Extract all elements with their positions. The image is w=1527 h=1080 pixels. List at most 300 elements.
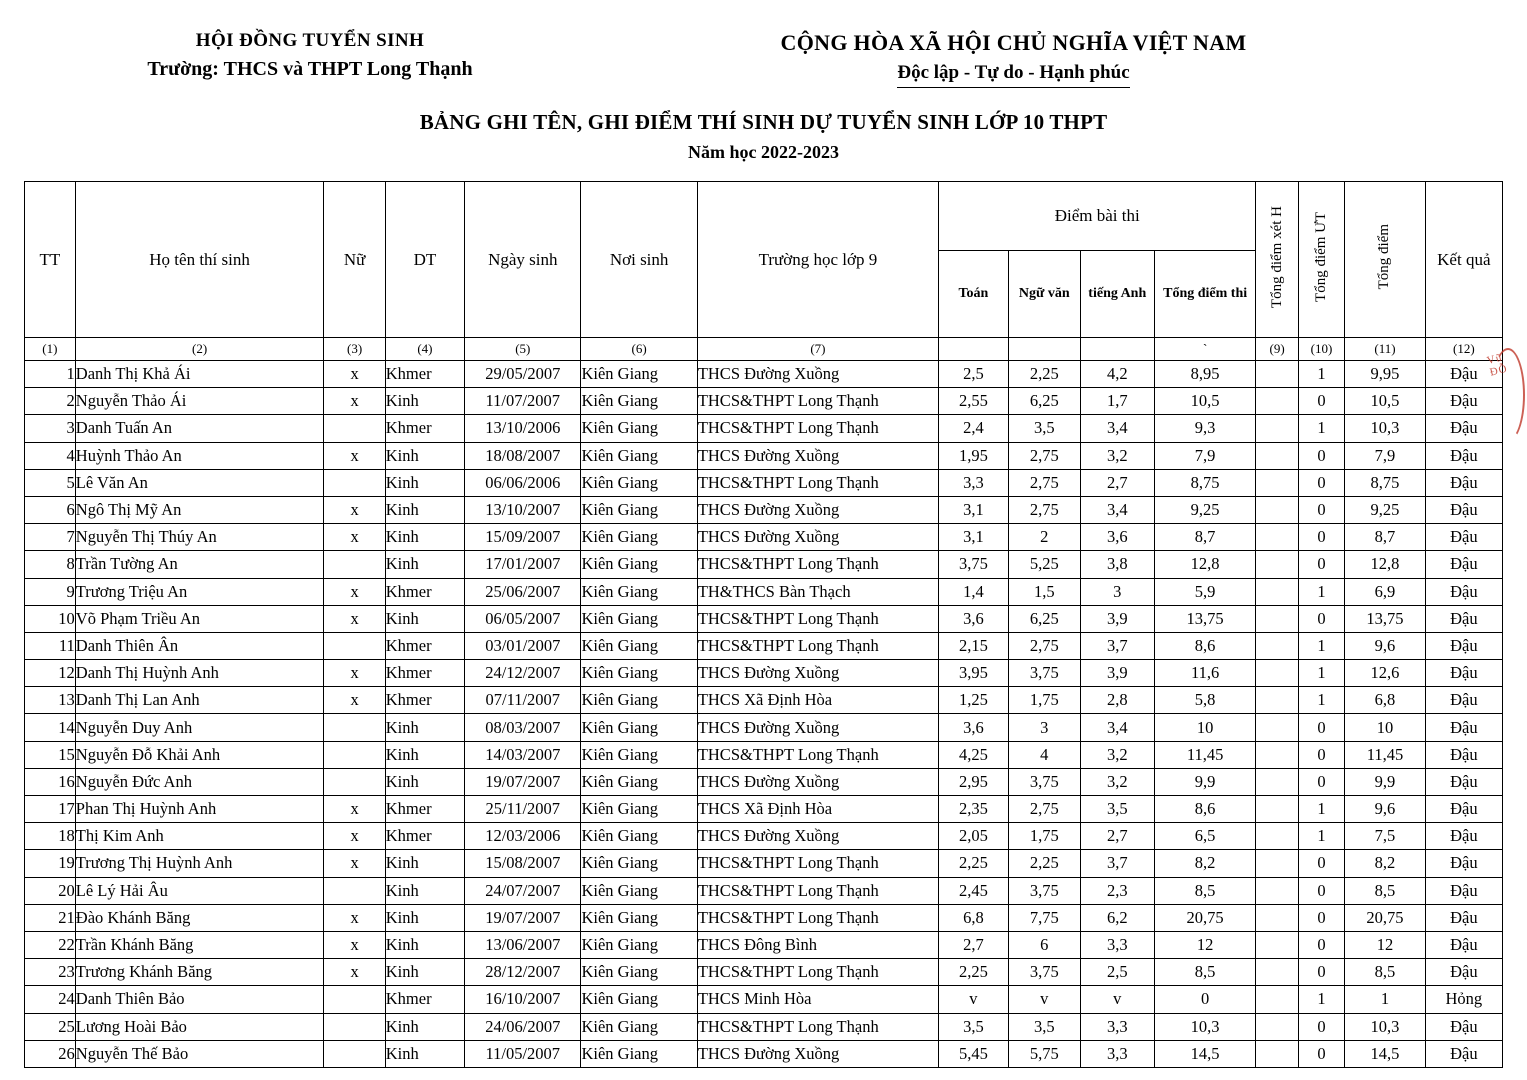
row-xet-h bbox=[1256, 469, 1298, 496]
row-pob: Kiên Giang bbox=[581, 687, 697, 714]
row-dob: 13/06/2007 bbox=[465, 931, 581, 958]
row-literature: 6,25 bbox=[1008, 388, 1080, 415]
row-priority: 0 bbox=[1298, 1013, 1345, 1040]
row-english: 3,4 bbox=[1080, 496, 1154, 523]
row-result: Đậu bbox=[1425, 524, 1502, 551]
colnum-4: (4) bbox=[385, 338, 464, 361]
row-result: Đậu bbox=[1425, 388, 1502, 415]
row-total: 13,75 bbox=[1345, 605, 1425, 632]
row-total: 6,8 bbox=[1345, 687, 1425, 714]
row-tt: 16 bbox=[25, 768, 76, 795]
row-ethnicity: Khmer bbox=[385, 687, 464, 714]
row-candidate-name: Trần Tường An bbox=[75, 551, 324, 578]
row-math: 1,25 bbox=[939, 687, 1009, 714]
colnum-11: (11) bbox=[1345, 338, 1425, 361]
national-motto: Độc lập - Tự do - Hạnh phúc bbox=[897, 62, 1129, 88]
row-english: 3,9 bbox=[1080, 660, 1154, 687]
row-total: 9,95 bbox=[1345, 361, 1425, 388]
row-math: v bbox=[939, 986, 1009, 1013]
row-female: x bbox=[324, 524, 385, 551]
row-literature: 1,5 bbox=[1008, 578, 1080, 605]
table-row bbox=[25, 442, 1503, 469]
row-result: Đậu bbox=[1425, 931, 1502, 958]
row-exam-total: 10,3 bbox=[1154, 1013, 1256, 1040]
row-math: 3,6 bbox=[939, 714, 1009, 741]
row-result: Đậu bbox=[1425, 361, 1502, 388]
row-tt: 24 bbox=[25, 986, 76, 1013]
row-english: v bbox=[1080, 986, 1154, 1013]
row-school: THCS Minh Hòa bbox=[697, 986, 938, 1013]
row-tt: 11 bbox=[25, 632, 76, 659]
row-math: 3,95 bbox=[939, 660, 1009, 687]
row-female: x bbox=[324, 904, 385, 931]
colnum-12: (12) bbox=[1425, 338, 1502, 361]
row-english: 3,9 bbox=[1080, 605, 1154, 632]
row-dob: 07/11/2007 bbox=[465, 687, 581, 714]
row-literature: 3,75 bbox=[1008, 877, 1080, 904]
row-priority: 1 bbox=[1298, 823, 1345, 850]
colnum-8c bbox=[1080, 338, 1154, 361]
col-header-exam-total: Tổng điểm thi bbox=[1154, 250, 1256, 337]
row-exam-total: 8,5 bbox=[1154, 877, 1256, 904]
row-ethnicity: Kinh bbox=[385, 388, 464, 415]
row-literature: 2,25 bbox=[1008, 850, 1080, 877]
row-math: 3,3 bbox=[939, 469, 1009, 496]
row-total: 1 bbox=[1345, 986, 1425, 1013]
row-result: Đậu bbox=[1425, 741, 1502, 768]
colnum-8a bbox=[939, 338, 1009, 361]
row-english: 2,5 bbox=[1080, 959, 1154, 986]
row-english: 3,8 bbox=[1080, 551, 1154, 578]
row-dob: 24/12/2007 bbox=[465, 660, 581, 687]
row-ethnicity: Khmer bbox=[385, 632, 464, 659]
candidates-table bbox=[24, 181, 1503, 1068]
row-total: 7,5 bbox=[1345, 823, 1425, 850]
stamp-line-2: ĐỖ bbox=[1488, 362, 1509, 379]
row-ethnicity: Kinh bbox=[385, 741, 464, 768]
colnum-8b bbox=[1008, 338, 1080, 361]
row-dob: 06/05/2007 bbox=[465, 605, 581, 632]
row-tt: 18 bbox=[25, 823, 76, 850]
row-candidate-name: Lê Văn An bbox=[75, 469, 324, 496]
row-exam-total: 9,25 bbox=[1154, 496, 1256, 523]
row-female: x bbox=[324, 931, 385, 958]
row-female: x bbox=[324, 361, 385, 388]
table-row bbox=[25, 768, 1503, 795]
row-result: Đậu bbox=[1425, 1013, 1502, 1040]
row-xet-h bbox=[1256, 1013, 1298, 1040]
row-result: Đậu bbox=[1425, 768, 1502, 795]
row-total: 6,9 bbox=[1345, 578, 1425, 605]
colnum-8d: ` bbox=[1154, 338, 1256, 361]
row-pob: Kiên Giang bbox=[581, 741, 697, 768]
row-candidate-name: Đào Khánh Băng bbox=[75, 904, 324, 931]
row-priority: 1 bbox=[1298, 687, 1345, 714]
row-english: 3,4 bbox=[1080, 714, 1154, 741]
row-tt: 15 bbox=[25, 741, 76, 768]
row-pob: Kiên Giang bbox=[581, 660, 697, 687]
col-header-math: Toán bbox=[939, 250, 1009, 337]
row-female: x bbox=[324, 578, 385, 605]
row-dob: 15/09/2007 bbox=[465, 524, 581, 551]
row-priority: 0 bbox=[1298, 877, 1345, 904]
row-ethnicity: Kinh bbox=[385, 1040, 464, 1067]
row-candidate-name: Thị Kim Anh bbox=[75, 823, 324, 850]
row-math: 2,05 bbox=[939, 823, 1009, 850]
row-result: Đậu bbox=[1425, 632, 1502, 659]
row-female bbox=[324, 877, 385, 904]
row-exam-total: 10,5 bbox=[1154, 388, 1256, 415]
row-xet-h bbox=[1256, 632, 1298, 659]
row-female bbox=[324, 986, 385, 1013]
row-dob: 03/01/2007 bbox=[465, 632, 581, 659]
row-result: Đậu bbox=[1425, 496, 1502, 523]
row-pob: Kiên Giang bbox=[581, 415, 697, 442]
row-pob: Kiên Giang bbox=[581, 850, 697, 877]
row-dob: 11/07/2007 bbox=[465, 388, 581, 415]
row-candidate-name: Phan Thị Huỳnh Anh bbox=[75, 796, 324, 823]
row-dob: 14/03/2007 bbox=[465, 741, 581, 768]
row-school: THCS Đường Xuồng bbox=[697, 660, 938, 687]
row-female: x bbox=[324, 496, 385, 523]
row-female: x bbox=[324, 687, 385, 714]
row-dob: 12/03/2006 bbox=[465, 823, 581, 850]
table-row bbox=[25, 632, 1503, 659]
table-row bbox=[25, 415, 1503, 442]
row-school: THCS&THPT Long Thạnh bbox=[697, 1013, 938, 1040]
row-school: THCS Đường Xuồng bbox=[697, 442, 938, 469]
row-xet-h bbox=[1256, 986, 1298, 1013]
row-school: THCS Đường Xuồng bbox=[697, 714, 938, 741]
row-dob: 06/06/2006 bbox=[465, 469, 581, 496]
row-english: 3,3 bbox=[1080, 1013, 1154, 1040]
row-xet-h bbox=[1256, 578, 1298, 605]
row-total: 8,5 bbox=[1345, 959, 1425, 986]
row-dob: 24/06/2007 bbox=[465, 1013, 581, 1040]
row-tt: 22 bbox=[25, 931, 76, 958]
row-school: THCS Đường Xuồng bbox=[697, 823, 938, 850]
row-female: x bbox=[324, 388, 385, 415]
row-candidate-name: Danh Tuấn An bbox=[75, 415, 324, 442]
row-priority: 1 bbox=[1298, 986, 1345, 1013]
row-female: x bbox=[324, 442, 385, 469]
row-dob: 13/10/2007 bbox=[465, 496, 581, 523]
row-ethnicity: Khmer bbox=[385, 361, 464, 388]
row-school: THCS&THPT Long Thạnh bbox=[697, 904, 938, 931]
row-ethnicity: Kinh bbox=[385, 714, 464, 741]
row-tt: 12 bbox=[25, 660, 76, 687]
row-english: 2,7 bbox=[1080, 469, 1154, 496]
row-priority: 0 bbox=[1298, 442, 1345, 469]
table-row bbox=[25, 714, 1503, 741]
row-english: 3,2 bbox=[1080, 442, 1154, 469]
row-literature: 3 bbox=[1008, 714, 1080, 741]
row-math: 3,1 bbox=[939, 496, 1009, 523]
table-row bbox=[25, 524, 1503, 551]
row-tt: 6 bbox=[25, 496, 76, 523]
row-total: 14,5 bbox=[1345, 1040, 1425, 1067]
row-literature: 3,75 bbox=[1008, 959, 1080, 986]
row-school: THCS&THPT Long Thạnh bbox=[697, 959, 938, 986]
row-dob: 13/10/2006 bbox=[465, 415, 581, 442]
row-xet-h bbox=[1256, 442, 1298, 469]
row-english: 3,4 bbox=[1080, 415, 1154, 442]
row-ethnicity: Kinh bbox=[385, 551, 464, 578]
row-english: 2,7 bbox=[1080, 823, 1154, 850]
header-right-block bbox=[620, 30, 1527, 88]
row-priority: 0 bbox=[1298, 904, 1345, 931]
row-tt: 3 bbox=[25, 415, 76, 442]
row-priority: 1 bbox=[1298, 632, 1345, 659]
row-female bbox=[324, 741, 385, 768]
table-row bbox=[25, 687, 1503, 714]
row-priority: 1 bbox=[1298, 415, 1345, 442]
row-english: 6,2 bbox=[1080, 904, 1154, 931]
row-literature: 2 bbox=[1008, 524, 1080, 551]
row-female: x bbox=[324, 850, 385, 877]
row-candidate-name: Danh Thiên Bảo bbox=[75, 986, 324, 1013]
col-header-priority: Tổng điểm ƯT bbox=[1298, 182, 1345, 338]
row-total: 8,7 bbox=[1345, 524, 1425, 551]
row-candidate-name: Nguyễn Thảo Ái bbox=[75, 388, 324, 415]
row-total: 10,3 bbox=[1345, 1013, 1425, 1040]
colnum-9: (9) bbox=[1256, 338, 1298, 361]
colnum-7: (7) bbox=[697, 338, 938, 361]
table-row bbox=[25, 469, 1503, 496]
row-result: Đậu bbox=[1425, 551, 1502, 578]
row-literature: 2,75 bbox=[1008, 469, 1080, 496]
row-total: 7,9 bbox=[1345, 442, 1425, 469]
row-candidate-name: Nguyễn Đức Anh bbox=[75, 768, 324, 795]
row-exam-total: 8,75 bbox=[1154, 469, 1256, 496]
row-ethnicity: Kinh bbox=[385, 469, 464, 496]
row-ethnicity: Khmer bbox=[385, 415, 464, 442]
row-exam-total: 8,7 bbox=[1154, 524, 1256, 551]
row-pob: Kiên Giang bbox=[581, 714, 697, 741]
row-exam-total: 11,6 bbox=[1154, 660, 1256, 687]
row-total: 12 bbox=[1345, 931, 1425, 958]
page-subtitle: Năm học 2022-2023 bbox=[688, 142, 839, 162]
table-row bbox=[25, 1040, 1503, 1067]
row-math: 2,55 bbox=[939, 388, 1009, 415]
row-dob: 25/06/2007 bbox=[465, 578, 581, 605]
row-female bbox=[324, 768, 385, 795]
row-ethnicity: Khmer bbox=[385, 578, 464, 605]
row-female bbox=[324, 632, 385, 659]
row-school: THCS Đường Xuồng bbox=[697, 361, 938, 388]
row-literature: 3,5 bbox=[1008, 415, 1080, 442]
row-english: 1,7 bbox=[1080, 388, 1154, 415]
row-math: 2,15 bbox=[939, 632, 1009, 659]
row-result: Đậu bbox=[1425, 959, 1502, 986]
row-pob: Kiên Giang bbox=[581, 877, 697, 904]
row-dob: 19/07/2007 bbox=[465, 768, 581, 795]
row-ethnicity: Kinh bbox=[385, 496, 464, 523]
row-candidate-name: Ngô Thị Mỹ An bbox=[75, 496, 324, 523]
row-xet-h bbox=[1256, 551, 1298, 578]
row-exam-total: 12 bbox=[1154, 931, 1256, 958]
col-header-english: tiếng Anh bbox=[1080, 250, 1154, 337]
row-xet-h bbox=[1256, 496, 1298, 523]
row-pob: Kiên Giang bbox=[581, 959, 697, 986]
row-pob: Kiên Giang bbox=[581, 931, 697, 958]
row-xet-h bbox=[1256, 796, 1298, 823]
row-literature: 3,75 bbox=[1008, 660, 1080, 687]
row-pob: Kiên Giang bbox=[581, 442, 697, 469]
row-ethnicity: Kinh bbox=[385, 605, 464, 632]
colnum-6: (6) bbox=[581, 338, 697, 361]
row-candidate-name: Trần Khánh Băng bbox=[75, 931, 324, 958]
table-row bbox=[25, 877, 1503, 904]
row-xet-h bbox=[1256, 687, 1298, 714]
row-tt: 10 bbox=[25, 605, 76, 632]
row-xet-h bbox=[1256, 1040, 1298, 1067]
row-math: 2,4 bbox=[939, 415, 1009, 442]
row-candidate-name: Lương Hoài Bảo bbox=[75, 1013, 324, 1040]
row-dob: 11/05/2007 bbox=[465, 1040, 581, 1067]
row-school: THCS&THPT Long Thạnh bbox=[697, 632, 938, 659]
row-pob: Kiên Giang bbox=[581, 1040, 697, 1067]
table-row bbox=[25, 496, 1503, 523]
row-exam-total: 8,6 bbox=[1154, 632, 1256, 659]
row-tt: 5 bbox=[25, 469, 76, 496]
row-english: 2,8 bbox=[1080, 687, 1154, 714]
row-literature: 3,75 bbox=[1008, 768, 1080, 795]
row-xet-h bbox=[1256, 524, 1298, 551]
row-total: 9,6 bbox=[1345, 796, 1425, 823]
row-exam-total: 0 bbox=[1154, 986, 1256, 1013]
row-total: 12,6 bbox=[1345, 660, 1425, 687]
row-math: 3,6 bbox=[939, 605, 1009, 632]
row-literature: 6 bbox=[1008, 931, 1080, 958]
row-tt: 21 bbox=[25, 904, 76, 931]
row-total: 8,2 bbox=[1345, 850, 1425, 877]
row-female bbox=[324, 1013, 385, 1040]
row-pob: Kiên Giang bbox=[581, 524, 697, 551]
row-school: THCS&THPT Long Thạnh bbox=[697, 415, 938, 442]
row-result: Đậu bbox=[1425, 687, 1502, 714]
row-tt: 23 bbox=[25, 959, 76, 986]
row-english: 3 bbox=[1080, 578, 1154, 605]
row-female: x bbox=[324, 959, 385, 986]
row-candidate-name: Danh Thiên Ân bbox=[75, 632, 324, 659]
row-pob: Kiên Giang bbox=[581, 605, 697, 632]
row-literature: 5,75 bbox=[1008, 1040, 1080, 1067]
header-left-block bbox=[0, 30, 620, 88]
row-tt: 1 bbox=[25, 361, 76, 388]
row-female bbox=[324, 714, 385, 741]
row-pob: Kiên Giang bbox=[581, 578, 697, 605]
row-school: THCS&THPT Long Thạnh bbox=[697, 605, 938, 632]
row-school: THCS Đường Xuồng bbox=[697, 524, 938, 551]
col-header-result: Kết quả bbox=[1425, 182, 1502, 338]
row-literature: 2,75 bbox=[1008, 496, 1080, 523]
row-tt: 25 bbox=[25, 1013, 76, 1040]
row-candidate-name: Huỳnh Thảo An bbox=[75, 442, 324, 469]
row-dob: 24/07/2007 bbox=[465, 877, 581, 904]
row-pob: Kiên Giang bbox=[581, 469, 697, 496]
page-title: BẢNG GHI TÊN, GHI ĐIỂM THÍ SINH DỰ TUYỂN SINH LỚP 10 THPT bbox=[419, 110, 1108, 134]
row-total: 9,25 bbox=[1345, 496, 1425, 523]
row-candidate-name: Nguyễn Thị Thúy An bbox=[75, 524, 324, 551]
row-exam-total: 8,95 bbox=[1154, 361, 1256, 388]
row-total: 12,8 bbox=[1345, 551, 1425, 578]
row-female: x bbox=[324, 823, 385, 850]
table-row bbox=[25, 578, 1503, 605]
row-exam-total: 13,75 bbox=[1154, 605, 1256, 632]
row-pob: Kiên Giang bbox=[581, 904, 697, 931]
row-exam-total: 9,3 bbox=[1154, 415, 1256, 442]
row-result: Đậu bbox=[1425, 660, 1502, 687]
col-header-ethnicity: DT bbox=[385, 182, 464, 338]
row-ethnicity: Kinh bbox=[385, 904, 464, 931]
row-school: THCS Đường Xuồng bbox=[697, 496, 938, 523]
row-school: THCS Đường Xuồng bbox=[697, 768, 938, 795]
table-row bbox=[25, 388, 1503, 415]
row-exam-total: 7,9 bbox=[1154, 442, 1256, 469]
row-candidate-name: Danh Thị Huỳnh Anh bbox=[75, 660, 324, 687]
row-xet-h bbox=[1256, 660, 1298, 687]
col-header-school: Trường học lớp 9 bbox=[697, 182, 938, 338]
row-english: 3,2 bbox=[1080, 741, 1154, 768]
row-math: 3,75 bbox=[939, 551, 1009, 578]
row-exam-total: 8,6 bbox=[1154, 796, 1256, 823]
row-tt: 13 bbox=[25, 687, 76, 714]
row-pob: Kiên Giang bbox=[581, 986, 697, 1013]
row-pob: Kiên Giang bbox=[581, 551, 697, 578]
row-exam-total: 12,8 bbox=[1154, 551, 1256, 578]
row-ethnicity: Kinh bbox=[385, 1013, 464, 1040]
row-candidate-name: Trương Khánh Băng bbox=[75, 959, 324, 986]
row-math: 2,45 bbox=[939, 877, 1009, 904]
row-pob: Kiên Giang bbox=[581, 388, 697, 415]
row-exam-total: 20,75 bbox=[1154, 904, 1256, 931]
col-header-female: Nữ bbox=[324, 182, 385, 338]
row-xet-h bbox=[1256, 714, 1298, 741]
row-ethnicity: Kinh bbox=[385, 850, 464, 877]
colnum-10: (10) bbox=[1298, 338, 1345, 361]
row-tt: 8 bbox=[25, 551, 76, 578]
row-total: 8,75 bbox=[1345, 469, 1425, 496]
row-tt: 19 bbox=[25, 850, 76, 877]
row-math: 5,45 bbox=[939, 1040, 1009, 1067]
col-header-pob: Nơi sinh bbox=[581, 182, 697, 338]
table-row bbox=[25, 986, 1503, 1013]
row-candidate-name: Võ Phạm Triều An bbox=[75, 605, 324, 632]
row-exam-total: 14,5 bbox=[1154, 1040, 1256, 1067]
row-total: 20,75 bbox=[1345, 904, 1425, 931]
row-literature: 2,25 bbox=[1008, 361, 1080, 388]
row-priority: 0 bbox=[1298, 469, 1345, 496]
row-priority: 1 bbox=[1298, 660, 1345, 687]
row-candidate-name: Nguyễn Duy Anh bbox=[75, 714, 324, 741]
row-xet-h bbox=[1256, 415, 1298, 442]
row-xet-h bbox=[1256, 768, 1298, 795]
row-dob: 17/01/2007 bbox=[465, 551, 581, 578]
row-result: Đậu bbox=[1425, 714, 1502, 741]
table-row bbox=[25, 796, 1503, 823]
row-total: 9,6 bbox=[1345, 632, 1425, 659]
row-math: 6,8 bbox=[939, 904, 1009, 931]
row-tt: 2 bbox=[25, 388, 76, 415]
row-english: 3,7 bbox=[1080, 850, 1154, 877]
colnum-3: (3) bbox=[324, 338, 385, 361]
table-head bbox=[25, 182, 1503, 361]
row-female: x bbox=[324, 796, 385, 823]
row-dob: 16/10/2007 bbox=[465, 986, 581, 1013]
row-english: 2,3 bbox=[1080, 877, 1154, 904]
row-dob: 28/12/2007 bbox=[465, 959, 581, 986]
